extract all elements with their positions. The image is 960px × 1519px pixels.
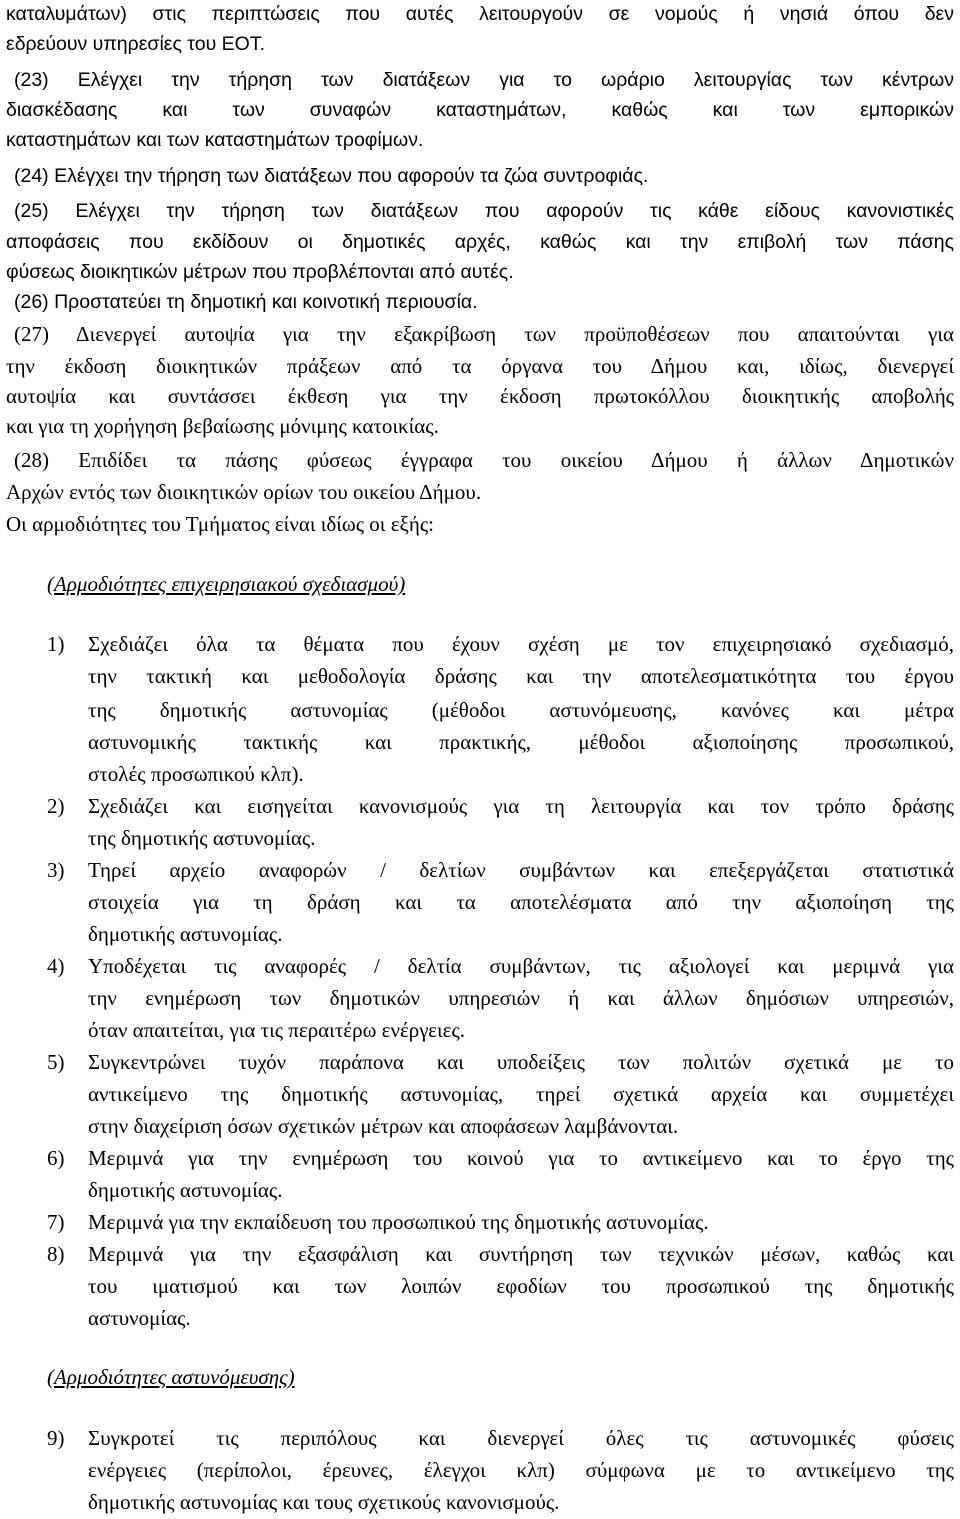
list-item-line: ενέργειες (περίπολοι, έρευνες, έλεγχοι κλπ) σύμφωνα με το αντικείμενο της: [88, 1458, 954, 1482]
paragraph-line: (25) Ελέγχει την τήρηση των διατάξεων που αφορούν τις κάθε είδους κανονιστικές: [14, 200, 954, 222]
list-item-line: την τακτική και μεθοδολογία δράσης και την αποτελεσματικότητα του έργου: [88, 664, 954, 688]
list-item-number: 6): [47, 1146, 65, 1170]
list-item-line: στην διαχείριση όσων σχετικών μέτρων και αποφάσεων λαμβάνονται.: [88, 1114, 679, 1138]
list-item-line: αντικείμενο της δημοτικής αστυνομίας, τηρεί σχετικά αρχεία και συμμετέχει: [88, 1082, 954, 1106]
paragraph-line: και για τη χορήγηση βεβαίωσης μόνιμης κατοικίας.: [6, 414, 439, 438]
section-heading: (Αρμοδιότητες επιχειρησιακού σχεδιασμού): [47, 572, 406, 596]
list-item-line: την ενημέρωση των δημοτικών υπηρεσιών ή και άλλων δημόσιων υπηρεσιών,: [88, 986, 954, 1010]
list-item-line: Μεριμνά για την ενημέρωση του κοινού για το αντικείμενο και το έργο της: [88, 1146, 954, 1170]
list-item-line: Συγκεντρώνει τυχόν παράπονα και υποδείξεις των πολιτών σχετικά με το: [88, 1050, 954, 1074]
list-item-line: δημοτικής αστυνομίας.: [88, 922, 283, 946]
list-item-line: του ιματισμού και των λοιπών εφοδίων του προσωπικού της δημοτικής: [88, 1274, 954, 1298]
list-item-line: αστυνομίας.: [88, 1306, 191, 1330]
paragraph-line: διασκέδασης και των συναφών καταστημάτων, καθώς και των εμπορικών: [6, 99, 954, 121]
list-item-number: 9): [47, 1426, 65, 1450]
list-item-line: Τηρεί αρχείο αναφορών / δελτίων συμβάντων και επεξεργάζεται στατιστικά: [88, 858, 954, 882]
paragraph-line: (26) Προστατεύει τη δημοτική και κοινοτική περιουσία.: [14, 291, 478, 313]
list-item-number: 7): [47, 1210, 65, 1234]
list-item-line: Μεριμνά για την εξασφάλιση και συντήρηση των τεχνικών μέσων, καθώς και: [88, 1242, 954, 1266]
list-item-line: Συγκροτεί τις περιπόλους και διενεργεί όλες τις αστυνομικές φύσεις: [88, 1426, 954, 1450]
section-heading: (Αρμοδιότητες αστυνόμευσης): [47, 1365, 295, 1389]
list-item-line: Σχεδιάζει όλα τα θέματα που έχουν σχέση με τον επιχειρησιακό σχεδιασμό,: [88, 632, 954, 656]
list-item-number: 1): [47, 632, 65, 656]
list-item-line: της δημοτικής αστυνομίας (μέθοδοι αστυνόμευσης, κανόνες και μέτρα: [88, 698, 954, 722]
paragraph-line: καταστημάτων και των καταστημάτων τροφίμων.: [6, 129, 424, 151]
paragraph-line: καταλυμάτων) στις περιπτώσεις που αυτές λειτουργούν σε νομούς ή νησιά όπου δεν: [6, 3, 954, 25]
list-item-number: 2): [47, 794, 65, 818]
paragraph-line: Αρχών εντός των διοικητικών ορίων του οικείου Δήμου.: [6, 480, 482, 504]
paragraph-line: φύσεως διοικητικών μέτρων που προβλέπονται από αυτές.: [6, 261, 514, 283]
list-item-number: 5): [47, 1050, 65, 1074]
intro-text: Οι αρμοδιότητες του Τμήματος είναι ιδίως οι εξής:: [6, 512, 435, 536]
list-item-line: Μεριμνά για την εκπαίδευση του προσωπικού της δημοτικής αστυνομίας.: [88, 1210, 709, 1234]
list-item-line: της δημοτικής αστυνομίας.: [88, 826, 316, 850]
list-item-line: όταν απαιτείται, για τις περαιτέρω ενέργειες.: [88, 1018, 466, 1042]
paragraph-line: αυτοψία και συντάσσει έκθεση για την έκδοση πρωτοκόλλου διοικητικής αποβολής: [6, 384, 954, 408]
list-item-line: στολές προσωπικού κλπ).: [88, 762, 304, 786]
list-item-line: δημοτικής αστυνομίας.: [88, 1178, 283, 1202]
list-item-line: Υποδέχεται τις αναφορές / δελτία συμβάντων, τις αξιολογεί και μεριμνά για: [88, 954, 954, 978]
list-item-number: 3): [47, 858, 65, 882]
paragraph-line: αποφάσεις που εκδίδουν οι δημοτικές αρχές, καθώς και την επιβολή των πάσης: [6, 231, 954, 253]
list-item-line: στοιχεία για τη δράση και τα αποτελέσματα από την αξιοποίηση της: [88, 890, 954, 914]
paragraph-line: εδρεύουν υπηρεσίες του ΕΟΤ.: [6, 33, 266, 55]
paragraph-line: (24) Ελέγχει την τήρηση των διατάξεων που αφορούν τα ζώα συντροφιάς.: [14, 165, 649, 187]
paragraph-line: την έκδοση διοικητικών πράξεων από τα όργανα του Δήμου και, ιδίως, διενεργεί: [6, 354, 954, 378]
list-item-line: δημοτικής αστυνομίας και τους σχετικούς κανονισμούς.: [88, 1490, 560, 1514]
list-item-line: αστυνομικής τακτικής και πρακτικής, μέθοδοι αξιοποίησης προσωπικού,: [88, 730, 954, 754]
paragraph-line: (28) Επιδίδει τα πάσης φύσεως έγγραφα του οικείου Δήμου ή άλλων Δημοτικών: [14, 448, 954, 472]
list-item-number: 8): [47, 1242, 65, 1266]
list-item-line: Σχεδιάζει και εισηγείται κανονισμούς για τη λειτουργία και τον τρόπο δράσης: [88, 794, 954, 818]
paragraph-line: (27) Διενεργεί αυτοψία για την εξακρίβωση των προϋποθέσεων που απαιτούνται για: [14, 322, 954, 346]
paragraph-line: (23) Ελέγχει την τήρηση των διατάξεων για το ωράριο λειτουργίας των κέντρων: [14, 69, 954, 91]
list-item-number: 4): [47, 954, 65, 978]
